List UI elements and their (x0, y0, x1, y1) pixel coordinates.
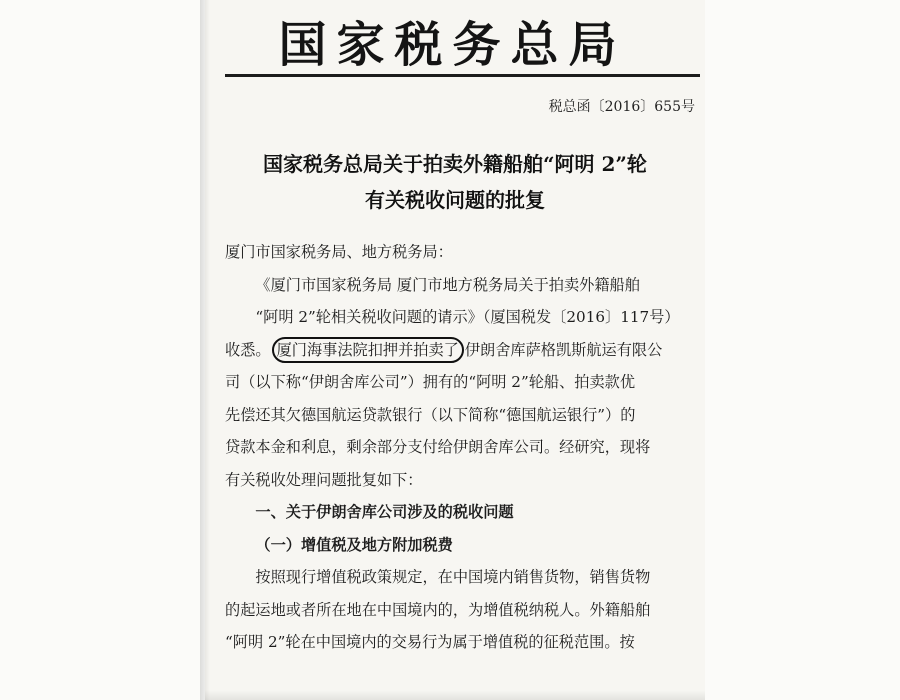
subsection-heading: （一）增值税及地方附加税费 (255, 535, 453, 554)
title-line-1: 国家税务总局关于拍卖外籍船舶“阿明 2”轮 (263, 152, 647, 176)
masthead-rule (225, 74, 700, 77)
document-title (210, 146, 700, 218)
text-segment: 伊朗舍库萨格凯斯航运有限公 (464, 340, 663, 359)
addressee: 厦门市国家税务局、地方税务局： (225, 243, 453, 261)
paragraph-1-line-1: 《厦门市国家税务局 厦门市地方税务局关于拍卖外籍船舶 (255, 275, 640, 294)
title-line-2: 有关税收问题的批复 (365, 188, 545, 212)
paper-edge-shadow (200, 0, 210, 700)
paper-bottom-shadow (205, 690, 705, 700)
paragraph-1-line-5: 先偿还其欠德国航运贷款银行（以下简称“德国航运银行”）的 (225, 405, 636, 424)
masthead: 国家税务总局 (278, 17, 627, 73)
paragraph-2-line-3: “阿明 2”轮在中国境内的交易行为属于增值税的征税范围。按 (225, 633, 635, 651)
paragraph-2-line-2: 的起运地或者所在地在中国境内的，为增值税纳税人。外籍船舶 (225, 600, 651, 619)
document-body (225, 236, 700, 659)
paragraph-2-line-1: 按照现行增值税政策规定，在中国境内销售货物，销售货物 (255, 568, 651, 586)
document-number: 税总函〔2016〕655号 (548, 99, 695, 115)
paragraph-1-line-6: 贷款本金和利息，剩余部分支付给伊朗舍库公司。经研究，现将 (225, 438, 651, 456)
hand-drawn-circle-annotation: 厦门海事法院扣押并拍卖了 (272, 337, 464, 363)
text-segment: 收悉。 (225, 340, 271, 359)
section-heading: 一、关于伊朗舍库公司涉及的税收问题 (255, 503, 514, 521)
paragraph-1-line-2: “阿明 2”轮相关税收问题的请示》（厦国税发〔2016〕117号） (255, 308, 680, 326)
paragraph-1-line-3 (225, 334, 700, 367)
paragraph-1-line-7: 有关税收处理问题批复如下： (225, 470, 423, 489)
paragraph-1-line-4: 司（以下称“伊朗舍库公司”）拥有的“阿明 2”轮船、拍卖款优 (225, 373, 636, 391)
